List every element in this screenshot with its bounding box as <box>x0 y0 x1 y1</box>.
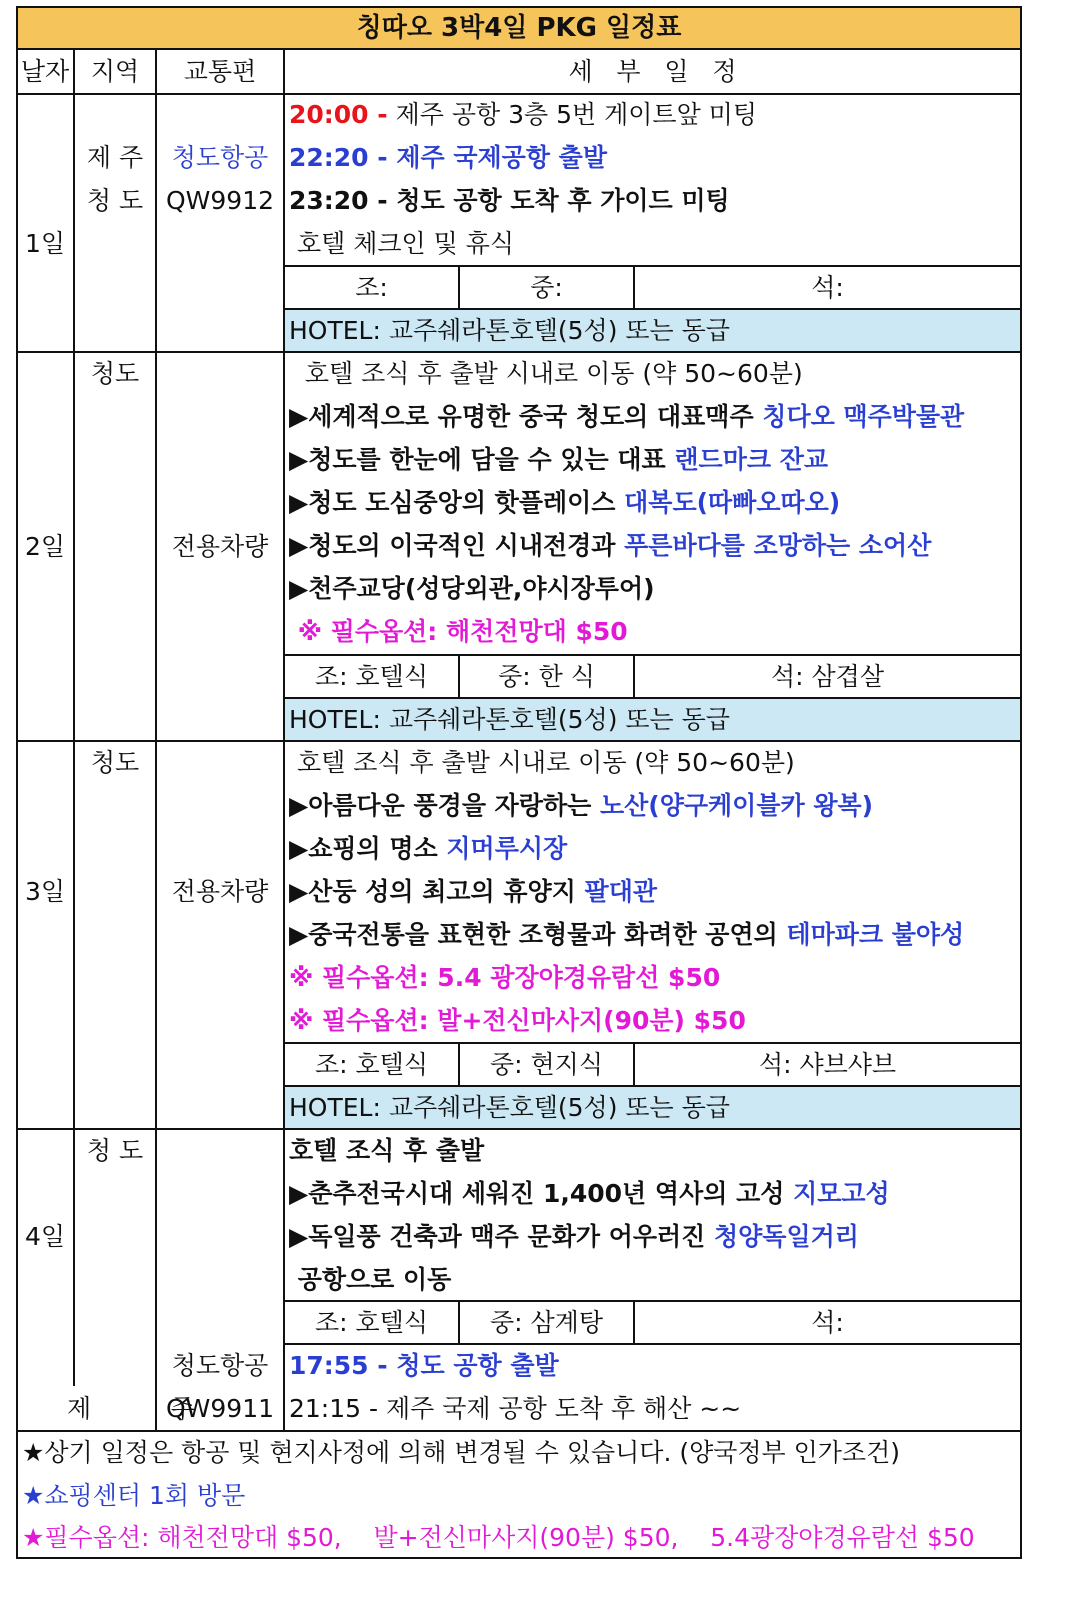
schedule-item: 22:20 - 제주 국제공항 출발 <box>289 143 607 172</box>
schedule-item <box>289 827 567 870</box>
note-shopping: ★쇼핑센터 1회 방문 <box>22 1481 246 1510</box>
flight-number: QW9911 <box>165 1394 275 1423</box>
schedule-text: ▶산둥 성의 최고의 휴양지 <box>289 877 585 906</box>
border-left <box>16 50 18 1558</box>
schedule-item <box>289 524 931 567</box>
transport-mode: 전용차량 <box>171 532 269 561</box>
attraction-highlight: 칭다오 맥주박물관 <box>762 402 965 431</box>
meal-dinner: 석: <box>811 273 844 302</box>
meal-breakfast: 조: 호텔식 <box>315 662 428 691</box>
schedule-text: ▶춘추전국시대 세워진 1,400년 역사의 고성 <box>289 1179 794 1208</box>
schedule-item: 23:20 - 청도 공항 도착 후 가이드 미팅 <box>289 186 730 215</box>
header-date: 날자 <box>20 57 70 86</box>
attraction-highlight: 지모고성 <box>793 1179 890 1208</box>
schedule-item: 호텔 체크인 및 휴식 <box>289 229 514 258</box>
flight-number: QW9912 <box>165 186 275 215</box>
region-line: 제 주 <box>86 143 144 172</box>
attraction-highlight: 팔대관 <box>584 877 657 906</box>
attraction-highlight: 푸른바다를 조망하는 소어산 <box>624 531 932 560</box>
region-name: 청도 <box>90 359 140 388</box>
region-final: 제 주 <box>67 1394 195 1423</box>
page-title: 칭따오 3박4일 PKG 일정표 <box>356 13 682 43</box>
attraction-highlight: 노산(양구케이블카 왕복) <box>600 791 874 820</box>
meal-dinner: 석: <box>811 1308 844 1337</box>
note-schedule-change: ★상기 일정은 항공 및 현지사정에 의해 변경될 수 있습니다. (양국정부 인가조건) <box>22 1438 900 1467</box>
schedule-text: ▶중국전통을 표현한 조형물과 화려한 공연의 <box>289 920 787 949</box>
schedule-text: ▶쇼핑의 명소 <box>289 834 447 863</box>
header-region: 지역 <box>90 57 140 86</box>
meal-lunch: 중: 한 식 <box>498 662 595 691</box>
attraction-highlight: 랜드마크 잔교 <box>674 445 829 474</box>
schedule-item <box>289 438 828 481</box>
day-label: 2일 <box>24 532 66 561</box>
option-item: ※ 필수옵션: 5.4 광장야경유람선 $50 <box>289 963 721 992</box>
header-transport: 교통편 <box>183 57 257 86</box>
schedule-item <box>289 913 964 956</box>
schedule-text: ▶청도 도심중앙의 핫플레이스 <box>289 488 625 517</box>
schedule-text: ▶아름다운 풍경을 자랑하는 <box>289 791 600 820</box>
schedule-item <box>289 481 840 524</box>
schedule-text: ▶독일풍 건축과 맥주 문화가 어우러진 <box>289 1222 714 1251</box>
airline-name: 청도항공 <box>171 1351 269 1380</box>
region-line: 청 도 <box>86 186 144 215</box>
schedule-item <box>289 1172 890 1215</box>
schedule-item <box>289 93 757 136</box>
meal-breakfast: 조: 호텔식 <box>315 1050 428 1079</box>
meal-dinner: 석: 삼겹살 <box>771 662 884 691</box>
meal-dinner: 석: 샤브샤브 <box>758 1050 897 1079</box>
schedule-item <box>289 870 657 913</box>
schedule-item: 공항으로 이동 <box>289 1265 452 1294</box>
schedule-item <box>289 784 873 827</box>
schedule-text: ▶청도의 이국적인 시내전경과 <box>289 531 625 560</box>
schedule-text: 제주 공항 3층 5번 게이트앞 미팅 <box>387 100 757 129</box>
meal-breakfast: 조: <box>355 273 388 302</box>
attraction-highlight: 지머루시장 <box>446 834 568 863</box>
day-label: 4일 <box>24 1222 66 1251</box>
note-options: ★필수옵션: 해천전망대 $50, 발+전신마사지(90분) $50, 5.4광장야경유람선 $50 <box>22 1523 975 1552</box>
transport-mode: 전용차량 <box>171 877 269 906</box>
meal-lunch: 중: 현지식 <box>490 1050 603 1079</box>
hotel-info: HOTEL: 교주쉐라톤호텔(5성) 또는 동급 <box>289 316 730 345</box>
attraction-highlight: 대복도(따빠오따오) <box>624 488 841 517</box>
region-name: 청도 <box>90 748 140 777</box>
hotel-info: HOTEL: 교주쉐라톤호텔(5성) 또는 동급 <box>289 705 730 734</box>
departure-info: 17:55 - 청도 공항 출발 <box>289 1351 559 1380</box>
day-label: 1일 <box>24 229 66 258</box>
hotel-info: HOTEL: 교주쉐라톤호텔(5성) 또는 동급 <box>289 1093 730 1122</box>
region-name: 청 도 <box>86 1136 144 1165</box>
time-highlight: 20:00 - <box>289 100 388 129</box>
airline-name: 청도항공 <box>171 143 269 172</box>
option-item: ※ 필수옵션: 발+전신마사지(90분) $50 <box>289 1006 746 1035</box>
schedule-text: ▶세계적으로 유명한 중국 청도의 대표맥주 <box>289 402 763 431</box>
schedule-item: ▶천주교당(성당외관,야시장투어) <box>289 574 655 603</box>
schedule-item <box>289 395 964 438</box>
schedule-item: 호텔 조식 후 출발 <box>289 1136 485 1165</box>
meal-breakfast: 조: 호텔식 <box>315 1308 428 1337</box>
option-item: ※ 필수옵션: 해천전망대 $50 <box>289 617 628 646</box>
meal-lunch: 중: 삼계탕 <box>490 1308 603 1337</box>
attraction-highlight: 청양독일거리 <box>714 1222 859 1251</box>
schedule-item: 호텔 조식 후 출발 시내로 이동 (약 50~60분) <box>289 748 795 777</box>
schedule-item <box>289 1215 859 1258</box>
schedule-text: ▶청도를 한눈에 담을 수 있는 대표 <box>289 445 675 474</box>
schedule-item: 호텔 조식 후 출발 시내로 이동 (약 50~60분) <box>289 359 803 388</box>
header-detail: 세 부 일 정 <box>568 57 737 86</box>
attraction-highlight: 테마파크 불야성 <box>786 920 965 949</box>
meal-lunch: 중: <box>530 273 563 302</box>
arrival-info: 21:15 - 제주 국제 공항 도착 후 해산 ~~ <box>289 1394 742 1423</box>
day-label: 3일 <box>24 877 66 906</box>
